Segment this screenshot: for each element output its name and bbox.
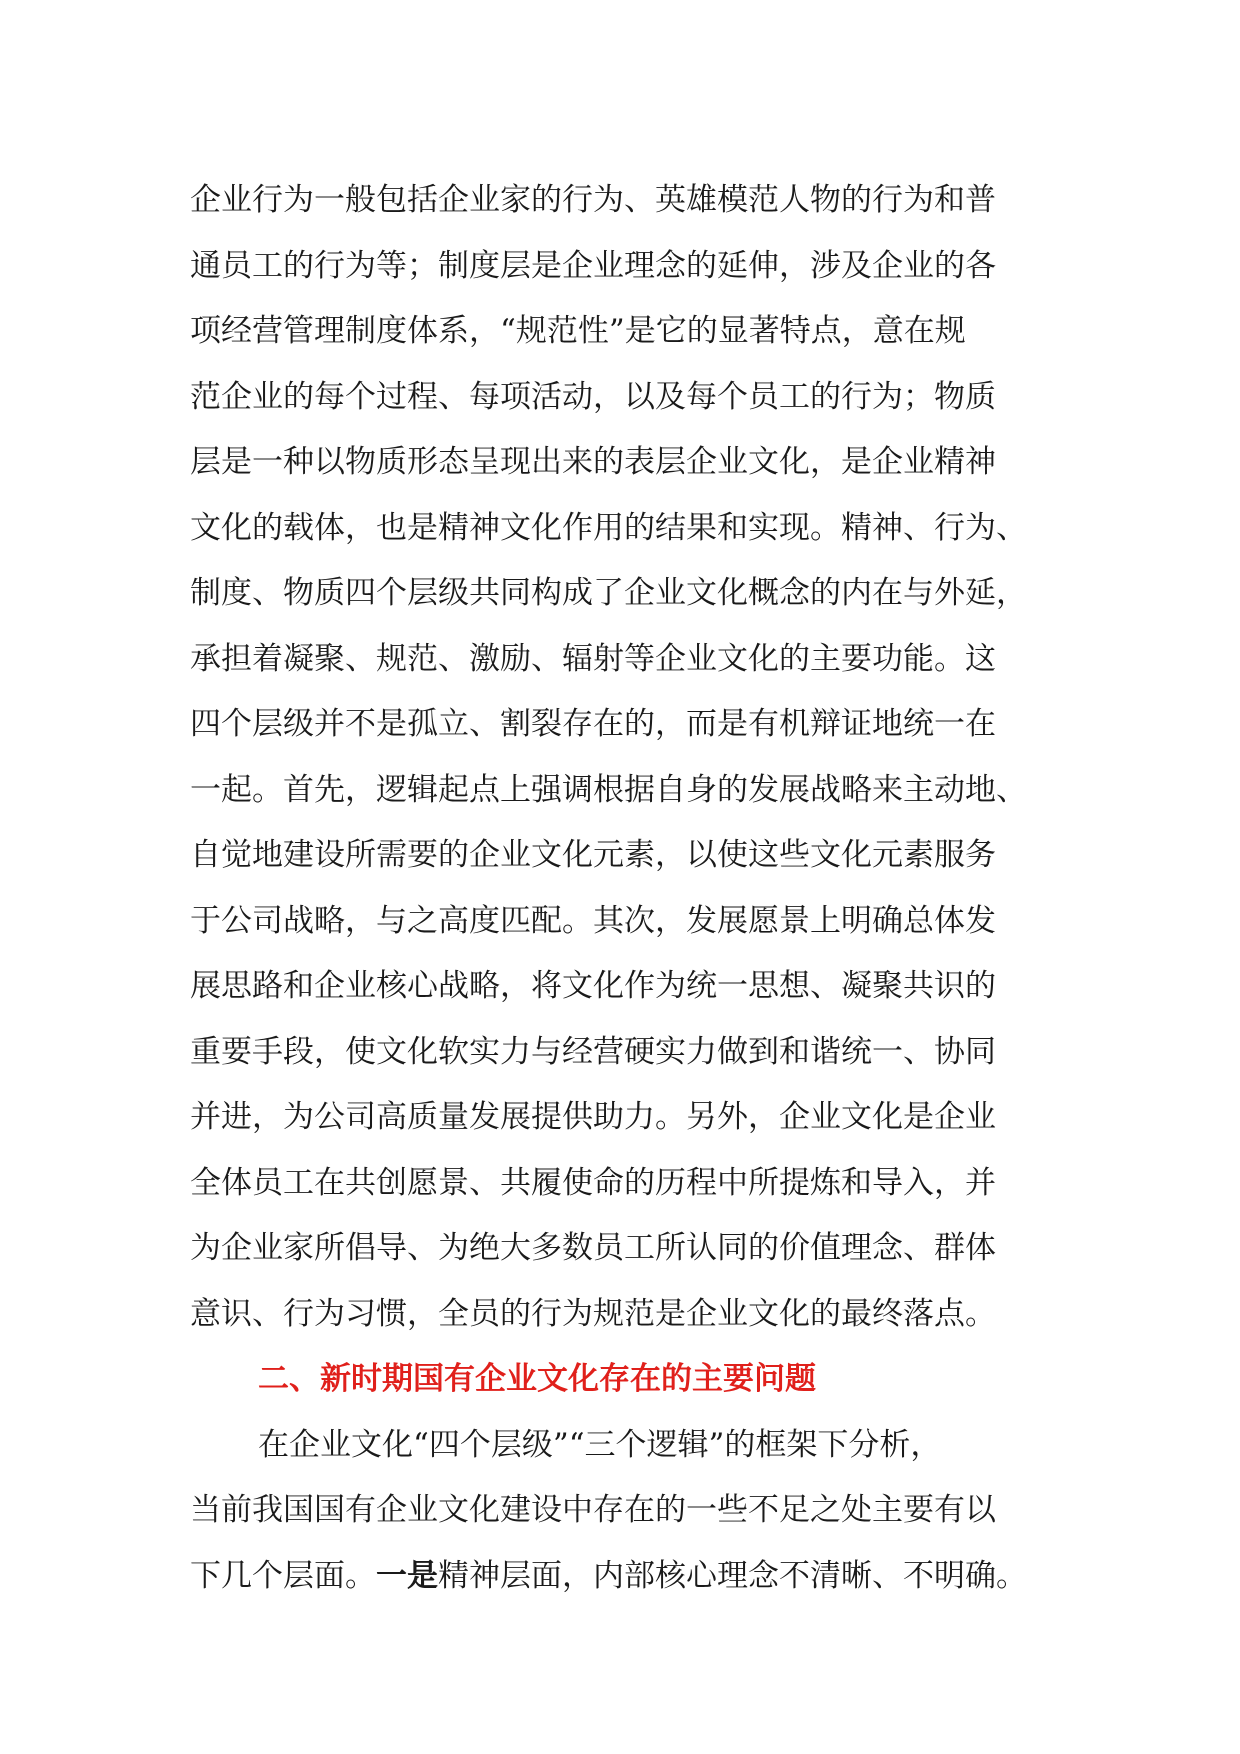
paragraph-line: 自觉地建设所需要的企业文化元素，以使这些文化元素服务 xyxy=(190,837,996,873)
paragraph-line: 当前我国国有企业文化建设中存在的一些不足之处主要有以 xyxy=(190,1492,996,1528)
paragraph-line: 并进，为公司高质量发展提供助力。另外，企业文化是企业 xyxy=(190,1099,996,1135)
paragraph-line: 为企业家所倡导、为绝大多数员工所认同的价值理念、群体 xyxy=(190,1230,996,1266)
line-prefix: 下几个层面。 xyxy=(190,1557,376,1594)
paragraph-line: 展思路和企业核心战略，将文化作为统一思想、凝聚共识的 xyxy=(190,968,996,1004)
paragraph-line: 通员工的行为等；制度层是企业理念的延伸，涉及企业的各 xyxy=(190,247,996,284)
paragraph-line: 四个层级并不是孤立、割裂存在的，而是有机辩证地统一在 xyxy=(190,706,996,742)
paragraph-line: 层是一种以物质形态呈现出来的表层企业文化，是企业精神 xyxy=(190,444,996,480)
paragraph-line-mixed xyxy=(190,1544,1070,1610)
body-text xyxy=(190,168,1070,1609)
paragraph-line: 范企业的每个过程、每项活动，以及每个员工的行为；物质 xyxy=(190,378,996,415)
paragraph-line: 重要手段，使文化软实力与经营硬实力做到和谐统一、协同 xyxy=(190,1033,996,1070)
paragraph-line: 制度、物质四个层级共同构成了企业文化概念的内在与外延， xyxy=(190,575,1027,611)
paragraph-line: 在企业文化“四个层级”“三个逻辑”的框架下分析， xyxy=(258,1426,942,1463)
paragraph-line: 于公司战略，与之高度匹配。其次，发展愿景上明确总体发 xyxy=(190,902,996,939)
paragraph-line: 项经营管理制度体系，“规范性”是它的显著特点，意在规 xyxy=(190,313,966,349)
paragraph-line: 承担着凝聚、规范、激励、辐射等企业文化的主要功能。这 xyxy=(190,640,996,677)
paragraph-line: 一起。首先，逻辑起点上强调根据自身的发展战略来主动地、 xyxy=(190,771,1027,808)
paragraph-line: 企业行为一般包括企业家的行为、英雄模范人物的行为和普 xyxy=(190,182,996,218)
paragraph-line: 文化的载体，也是精神文化作用的结果和实现。精神、行为、 xyxy=(190,509,1027,546)
paragraph-line: 全体员工在共创愿景、共履使命的历程中所提炼和导入，并 xyxy=(190,1164,996,1201)
section-heading: 二、新时期国有企业文化存在的主要问题 xyxy=(258,1361,816,1397)
emphasis-text: 一是 xyxy=(376,1557,438,1594)
paragraph-line: 意识、行为习惯，全员的行为规范是企业文化的最终落点。 xyxy=(190,1295,996,1332)
line-suffix: 精神层面，内部核心理念不清晰、不明确。 xyxy=(438,1557,1027,1594)
